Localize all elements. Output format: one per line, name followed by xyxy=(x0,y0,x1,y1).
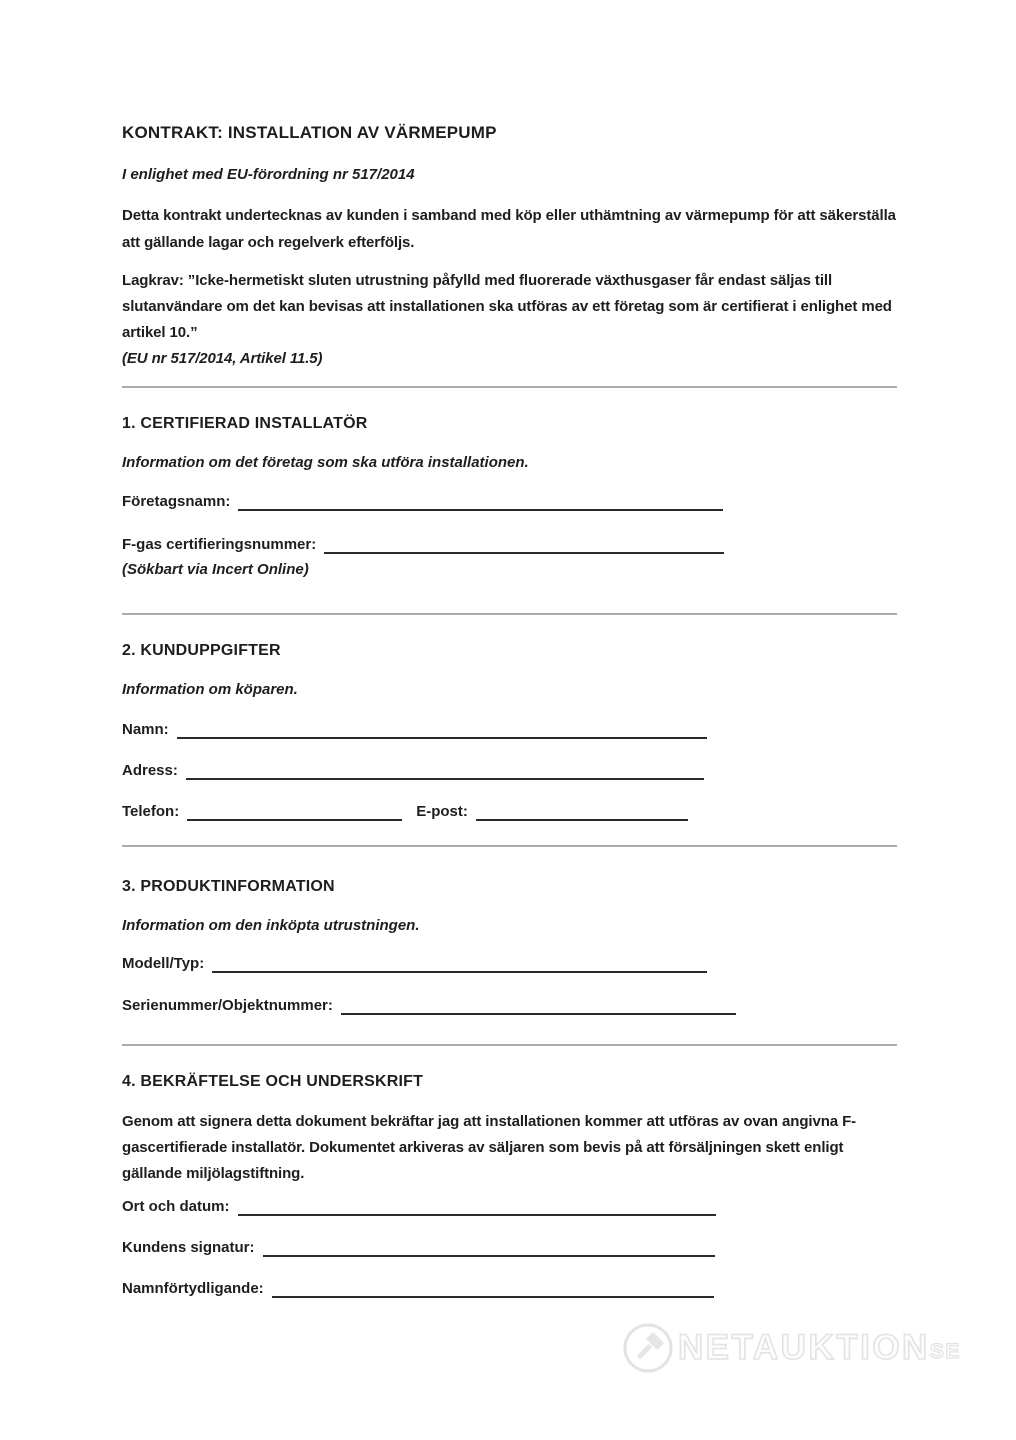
document-title: KONTRAKT: INSTALLATION AV VÄRMEPUMP xyxy=(122,123,497,142)
field-customer-email xyxy=(416,802,688,821)
section-3-heading: 3. PRODUKTINFORMATION xyxy=(122,878,335,895)
blank-line xyxy=(341,1000,736,1015)
section-1-note: Information om det företag som ska utföra installationen. xyxy=(122,454,529,471)
blank-line xyxy=(272,1283,714,1298)
section-1-heading: 1. CERTIFIERAD INSTALLATÖR xyxy=(122,415,368,432)
legal-quote: Lagkrav: ”Icke-hermetiskt sluten utrustning påfylld med fluorerade växthusgaser får endast säljas till slutanvändare om det kan bevisas att installationen ska utföras av ett företag som är certifierat i enlighet med artikel 10.” xyxy=(122,272,892,341)
watermark-tld-text: SE xyxy=(929,1340,961,1363)
blank-line xyxy=(324,539,724,554)
field-label: Serienummer/Objektnummer: xyxy=(122,997,333,1014)
blank-line xyxy=(263,1242,715,1257)
blank-line xyxy=(177,724,707,739)
section-2-heading: 2. KUNDUPPGIFTER xyxy=(122,642,281,659)
blank-line xyxy=(186,765,704,780)
blank-line xyxy=(212,958,707,973)
field-label: F-gas certifieringsnummer: xyxy=(122,536,317,553)
section-divider xyxy=(122,613,897,615)
field-name-clarification xyxy=(122,1279,900,1298)
section-divider xyxy=(122,386,897,388)
watermark-netauktion xyxy=(622,1322,961,1374)
field-label: Namn: xyxy=(122,721,169,738)
field-label: E-post: xyxy=(416,803,468,820)
field-customer-signature xyxy=(122,1238,900,1257)
section-divider xyxy=(122,845,897,847)
blank-line xyxy=(476,806,688,821)
field-label: Telefon: xyxy=(122,803,180,820)
field-company-name xyxy=(122,492,900,511)
gavel-icon xyxy=(622,1322,674,1374)
field-customer-name xyxy=(122,720,900,739)
field-customer-address xyxy=(122,761,900,780)
field-hint-incert: (Sökbart via Incert Online) xyxy=(122,561,309,578)
intro-paragraph: Detta kontrakt undertecknas av kunden i samband med köp eller uthämtning av värmepump för att säkerställa att gällande lagar och regelverk efterföljs. xyxy=(122,207,896,251)
section-divider xyxy=(122,1044,897,1046)
section-2-note: Information om köparen. xyxy=(122,681,298,698)
field-label: Ort och datum: xyxy=(122,1198,230,1215)
section-3-note: Information om den inköpta utrustningen. xyxy=(122,917,420,934)
field-label: Företagsnamn: xyxy=(122,493,231,510)
field-phone-email-row xyxy=(122,802,900,821)
legal-reference: (EU nr 517/2014, Artikel 11.5) xyxy=(122,350,323,367)
document-subtitle: I enlighet med EU-förordning nr 517/2014 xyxy=(122,166,415,183)
confirmation-paragraph: Genom att signera detta dokument bekräftar jag att installationen kommer att utföras av ovan angivna F-gascertifierade installatör. Dokumentet arkiveras av säljaren som bevis på att försäljningen skett enligt gällande miljölagstiftning. xyxy=(122,1113,857,1182)
blank-line xyxy=(187,806,402,821)
blank-line xyxy=(238,496,723,511)
field-label: Modell/Typ: xyxy=(122,955,205,972)
field-label: Namnförtydligande: xyxy=(122,1280,264,1297)
field-model-type xyxy=(122,954,900,973)
watermark-brand-text: NETAUKTION xyxy=(678,1328,930,1367)
blank-line xyxy=(238,1201,716,1216)
field-label: Kundens signatur: xyxy=(122,1239,255,1256)
field-place-date xyxy=(122,1197,900,1216)
field-serial-number xyxy=(122,996,900,1015)
document-content xyxy=(122,124,900,1298)
field-fgas-cert-number xyxy=(122,535,900,554)
field-label: Adress: xyxy=(122,762,178,779)
section-4-heading: 4. BEKRÄFTELSE OCH UNDERSKRIFT xyxy=(122,1073,424,1090)
